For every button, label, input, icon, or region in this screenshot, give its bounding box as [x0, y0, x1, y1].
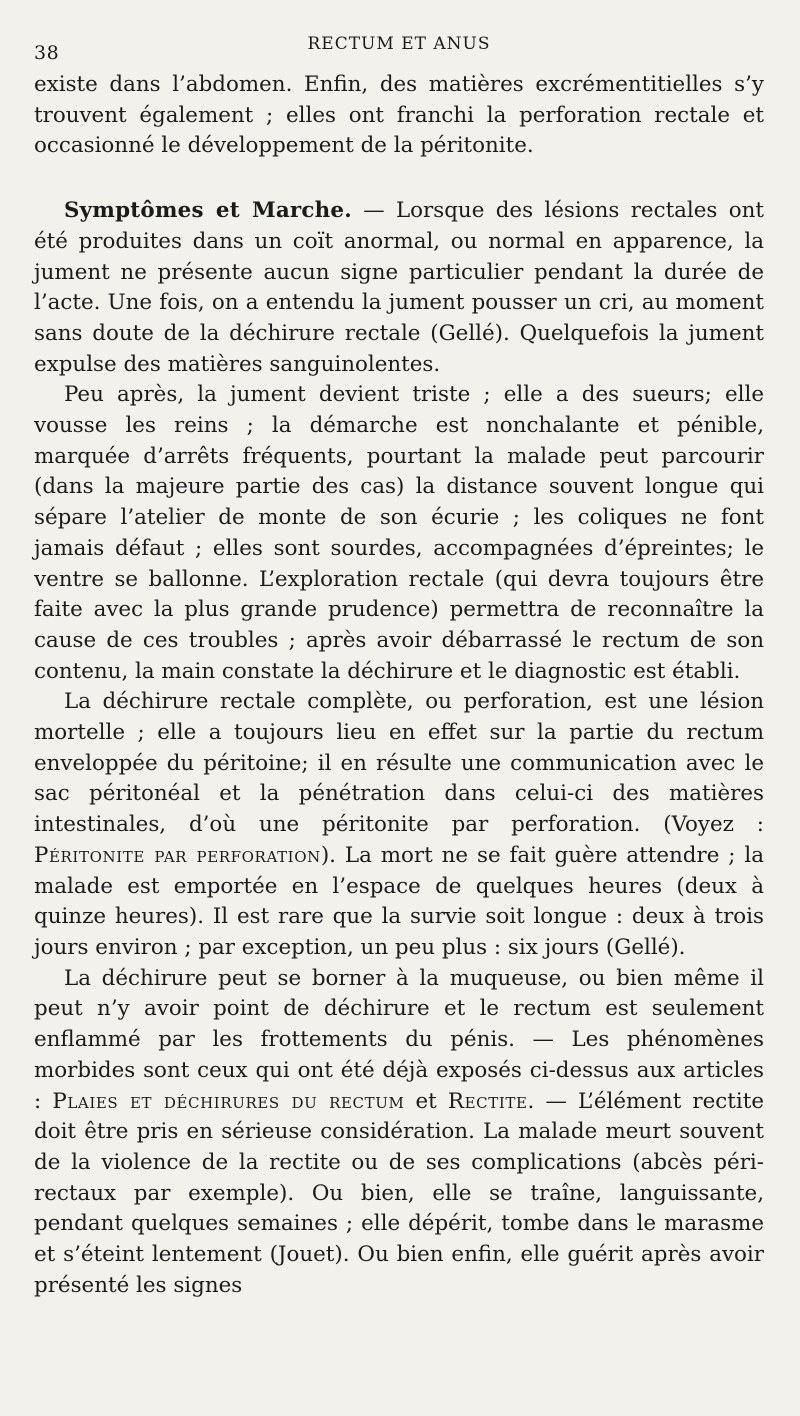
cross-reference: Rectite — [447, 1088, 528, 1114]
paragraph-text: — Lorsque des lésions rectales ont été produites dans un coït anormal, ou normal en apparence, la jument ne présente aucun signe particulier pendant la durée de l’acte. Une fois, on a entendu la jument pousser un cri, au moment sans doute de la déchirure rectale (Gellé). Quelquefois la jument expulse des matières sanguinolentes. — [34, 198, 764, 377]
page-number: 38 — [34, 42, 60, 64]
paragraph-text: existe dans l’abdomen. Enfin, des matières excrémentitielles s’y trouvent également ; elles ont franchi la perforation rectale et occasionné le développement de la péritonite. — [34, 72, 764, 159]
paragraph-continuation — [34, 70, 764, 162]
page-header — [34, 30, 764, 70]
paragraph-symptomes — [34, 196, 764, 380]
cross-reference: Péritonite par perforation — [34, 842, 321, 868]
book-page — [34, 30, 764, 1400]
paragraph-text: Peu après, la jument devient triste ; elle a des sueurs; elle vousse les reins ; la démarche est nonchalante et pénible, marquée d’arrêts fréquents, pourtant la malade peut parcourir (dans la majeure partie des cas) la distance souvent longue qui sépare l’atelier de monte de son écurie ; les coliques ne font jamais défaut ; elles sont sourdes, accompagnées d’épreintes; le ventre se ballonne. L’exploration rectale (qui devra toujours être faite avec la plus grande prudence) permettra de reconnaître la cause de ces troubles ; après avoir débarrassé le rectum de son contenu, la main constate la déchirure et le diagnostic est établi. — [34, 382, 764, 684]
paragraph-dechirure-complete — [34, 687, 764, 963]
running-head: RECTUM ET ANUS — [307, 34, 491, 54]
paragraph-text: La déchirure peut se borner à la muqueuse, ou bien même il peut n’y avoir point de déchirure et le rectum est seulement enflammé par les frottements du pénis. — Les phénomènes morbides sont ceux qui ont été déjà exposés ci-dessus aux articles : — [34, 965, 764, 1114]
paragraph-text: ). La mort ne se fait guère attendre ; la malade est emportée en l’espace de quelques heures (deux à quinze heures). Il est rare que la survie soit longue : deux à trois jours environ ; par exception, un peu plus : six jours (Gellé). — [34, 842, 764, 960]
paragraph-peu-apres — [34, 380, 764, 687]
section-title: Symptômes et Marche. — [64, 198, 352, 224]
paragraph-text: et — [404, 1088, 448, 1114]
cross-reference: Plaies et déchirures du rectum — [52, 1088, 405, 1114]
body-text — [34, 70, 764, 1301]
paragraph-dechirure-muqueuse — [34, 964, 764, 1302]
paragraph-text: La déchirure rectale complète, ou perforation, est une lésion mortelle ; elle a toujours lieu en effet sur la partie du rectum enveloppée du péritoine; il en résulte une communication avec le sac péritonéal et la pénétration dans celui-ci des matières intestinales, d’où une péritonite par perforation. (Voyez : — [34, 689, 764, 838]
paragraph-text: . — L’élément rectite doit être pris en sérieuse considération. La malade meurt souvent de la violence de la rectite ou de ses complications (abcès péri-rectaux par exemple). Ou bien, elle se traîne, languissante, pendant quelques semaines ; elle dépérit, tombe dans le marasme et s’éteint lentement (Jouet). Ou bien enfin, elle guérit après avoir présenté les signes — [34, 1088, 764, 1298]
